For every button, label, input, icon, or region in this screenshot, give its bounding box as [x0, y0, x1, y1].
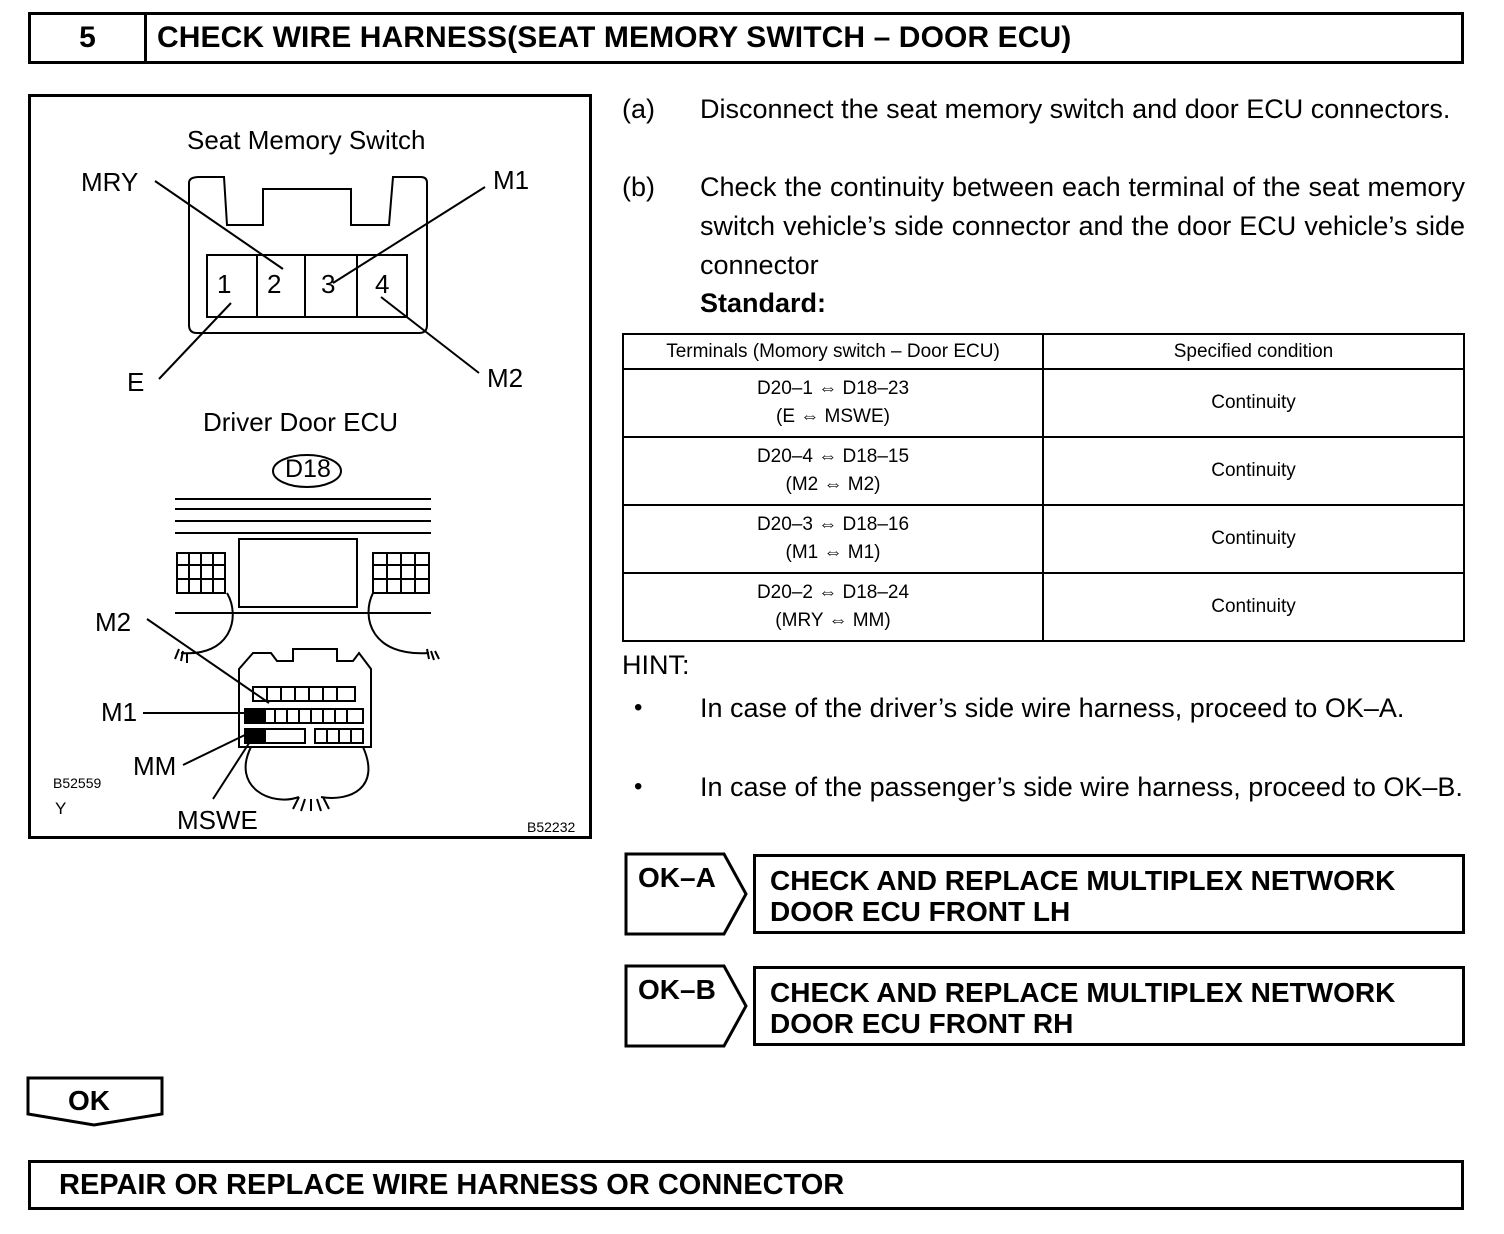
- hint-bullet-2: •: [634, 773, 643, 800]
- table-cell-condition: Continuity: [1043, 369, 1464, 437]
- table-header-condition: Specified condition: [1043, 334, 1464, 369]
- label-mry: MRY: [81, 167, 139, 197]
- leader-m2-top: [381, 297, 479, 373]
- standard-label: Standard:: [700, 288, 827, 318]
- table-cell-condition: Continuity: [1043, 505, 1464, 573]
- figure-code-right: B52232: [527, 819, 576, 835]
- step-number: 5: [31, 15, 147, 61]
- ok-b-box: [753, 966, 1465, 1046]
- leader-m2: [147, 619, 269, 703]
- ok-b-label: OK–B: [638, 974, 716, 1005]
- pin-label-1: 1: [217, 269, 232, 299]
- continuity-table: [622, 333, 1465, 642]
- table-row: [623, 573, 1464, 641]
- terminal-m1: [245, 709, 265, 723]
- hint-item-2: In case of the passenger’s side wire harness, proceed to OK–B.: [700, 772, 1463, 802]
- pin-label-4: 4: [375, 269, 390, 299]
- ok-b-line1: CHECK AND REPLACE MULTIPLEX NETWORK: [770, 977, 1396, 1008]
- label-m1-top: M1: [493, 165, 530, 195]
- table-cell-terminals: D20–2 ⇔ D18–24 (MRY ⇔ MM): [623, 573, 1043, 641]
- ecu-title: Driver Door ECU: [203, 407, 399, 437]
- hint-bullet-1: •: [634, 694, 643, 721]
- table-row: [623, 505, 1464, 573]
- repair-box: [28, 1160, 1464, 1210]
- table-cell-terminals: D20–3 ⇔ D18–16 (M1 ⇔ M1): [623, 505, 1043, 573]
- hint-item-1: In case of the driver’s side wire harness, proceed to OK–A.: [700, 693, 1405, 723]
- step-b-text: Check the continuity between each terminal of the seat memory switch vehicle’s side connector and the door ECU vehicle’s side connector: [700, 172, 1465, 280]
- ok-a-label: OK–A: [638, 862, 716, 893]
- label-e: E: [127, 367, 145, 397]
- label-mswe: MSWE: [177, 805, 258, 835]
- harness-wire-right: [321, 747, 368, 798]
- leader-e: [159, 303, 231, 379]
- step-a-text: Disconnect the seat memory switch and door ECU connectors.: [700, 94, 1451, 124]
- table-row: [623, 437, 1464, 505]
- connector-figure: [28, 94, 592, 839]
- table-row: [623, 369, 1464, 437]
- leader-mswe: [213, 737, 253, 799]
- table-header-terminals: Terminals (Momory switch – Door ECU): [623, 334, 1043, 369]
- table-header-row: [623, 334, 1464, 369]
- ok-label: OK: [68, 1085, 110, 1116]
- seat-switch-title: Seat Memory Switch: [187, 125, 426, 155]
- pin-label-2: 2: [267, 269, 282, 299]
- label-m2-top: M2: [487, 363, 524, 393]
- harness-wire-left: [246, 747, 299, 800]
- step-title: CHECK WIRE HARNESS(SEAT MEMORY SWITCH – DOOR ECU): [157, 21, 1072, 54]
- ok-b-line2: DOOR ECU FRONT RH: [770, 1008, 1074, 1039]
- connector-code: D18: [285, 455, 331, 483]
- table-cell-terminals: D20–4 ⇔ D18–15 (M2 ⇔ M2): [623, 437, 1043, 505]
- terminal-mm: [245, 729, 265, 743]
- ecu-center-socket: [239, 539, 357, 607]
- table-cell-terminals: D20–1 ⇔ D18–23 (E ⇔ MSWE): [623, 369, 1043, 437]
- table-cell-condition: Continuity: [1043, 573, 1464, 641]
- hint-label: HINT:: [622, 650, 690, 680]
- step-header: [28, 12, 1464, 64]
- figure-code-left: B52559: [53, 775, 102, 791]
- step-a-letter: (a): [622, 94, 655, 124]
- repair-text: REPAIR OR REPLACE WIRE HARNESS OR CONNECTOR: [59, 1169, 845, 1201]
- wire-left: [181, 593, 233, 653]
- step-b-letter: (b): [622, 172, 655, 202]
- ok-a-line1: CHECK AND REPLACE MULTIPLEX NETWORK: [770, 865, 1396, 896]
- label-m2: M2: [95, 607, 132, 637]
- wire-right: [369, 593, 429, 653]
- ok-a-box: [753, 854, 1465, 934]
- leader-m1-top: [333, 187, 485, 283]
- pin-label-3: 3: [321, 269, 336, 299]
- label-m1: M1: [101, 697, 138, 727]
- table-cell-condition: Continuity: [1043, 437, 1464, 505]
- label-mm: MM: [133, 751, 177, 781]
- figure-code-y: Y: [55, 799, 67, 818]
- ok-a-line2: DOOR ECU FRONT LH: [770, 896, 1071, 927]
